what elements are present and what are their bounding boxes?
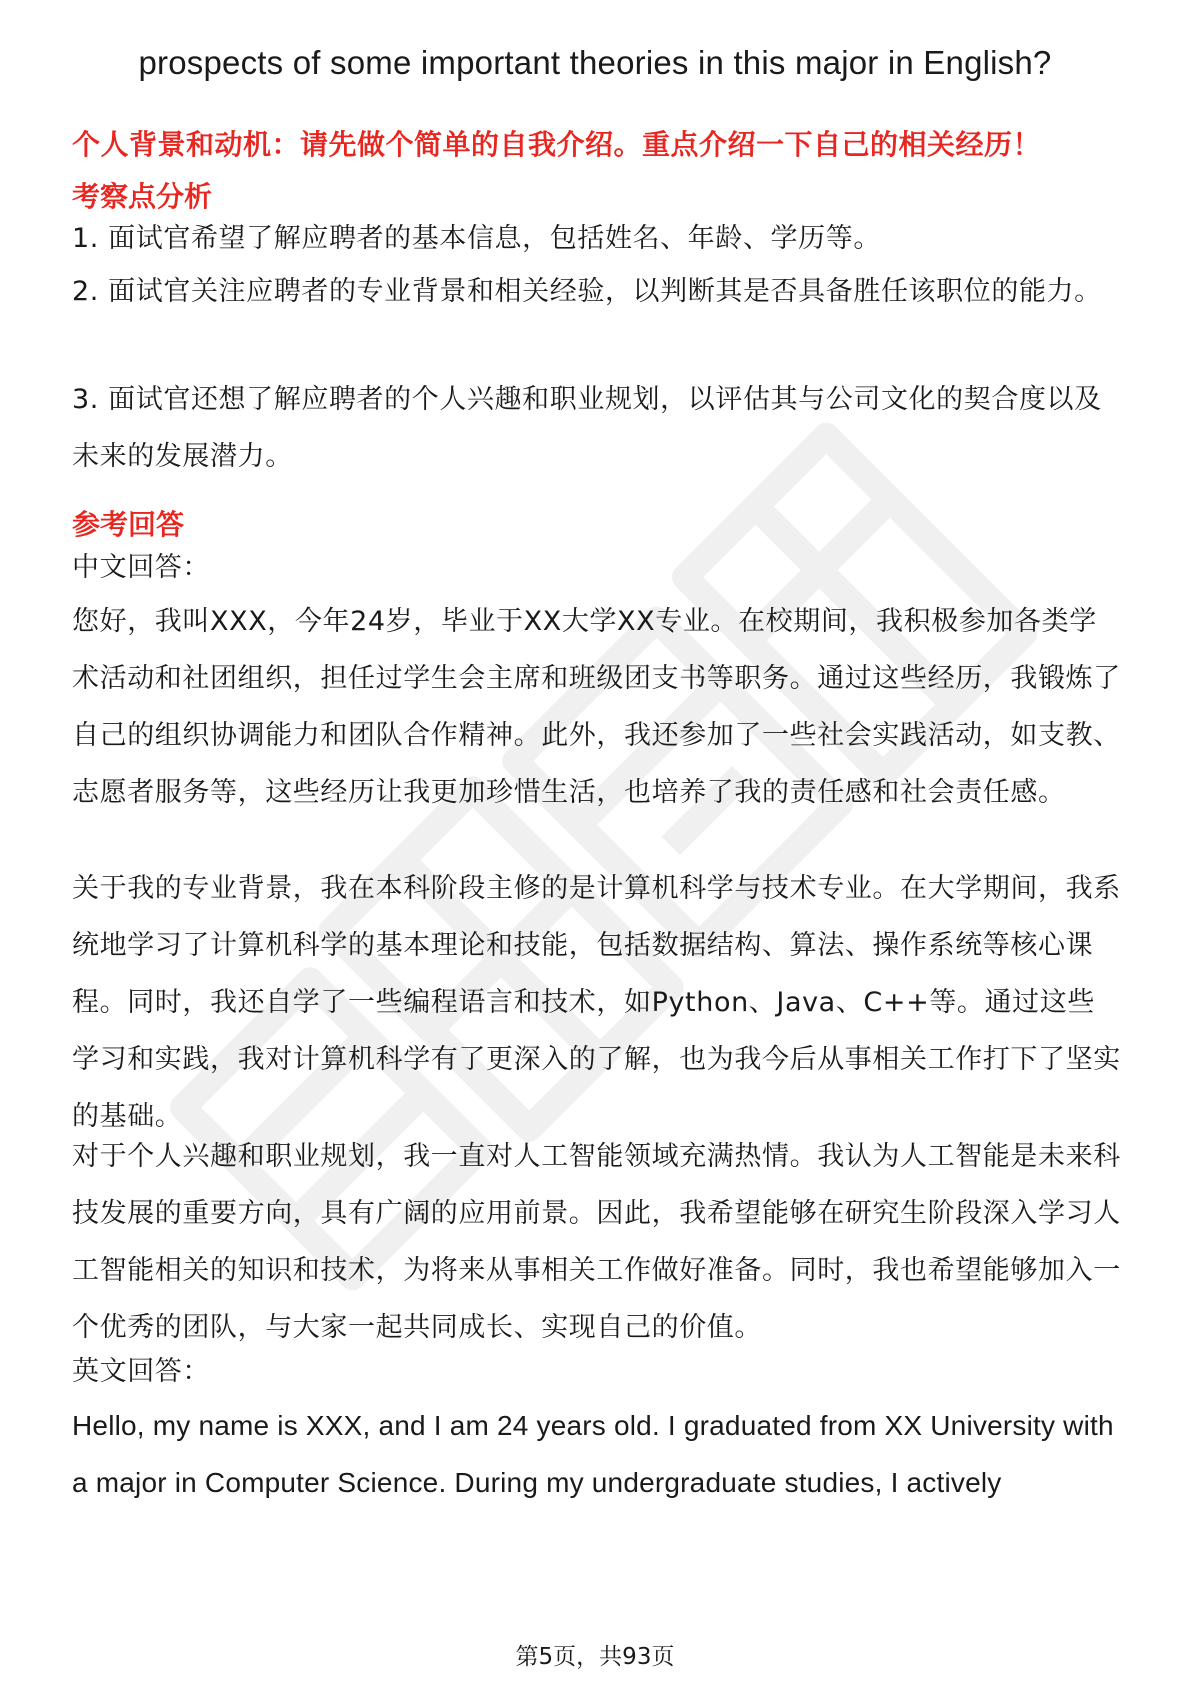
cn-answer-label: 中文回答： — [72, 552, 210, 583]
question-title: 个人背景和动机：请先做个简单的自我介绍。重点介绍一下自己的相关经历！ — [72, 128, 1042, 161]
reference-heading: 参考回答 — [72, 508, 185, 541]
analysis-item-3: 3. 面试官还想了解应聘者的个人兴趣和职业规划，以评估其与公司文化的契合度以及未来的发展潜力。 — [72, 384, 1102, 472]
analysis-item-2: 2. 面试官关注应聘者的专业背景和相关经验，以判断其是否具备胜任该职位的能力。 — [72, 276, 1102, 307]
cn-answer-paragraph-1: 您好，我叫XXX，今年24岁，毕业于XX大学XX专业。在校期间，我积极参加各类学术活动和社团组织，担任过学生会主席和班级团支书等职务。通过这些经历，我锻炼了自己的组织协调能力和团队合作精神。此外，我还参加了一些社会实践活动，如支教、志愿者服务等，这些经历让我更加珍惜生活，也培养了我的责任感和社会责任感。 — [72, 606, 1121, 808]
en-answer-label: 英文回答： — [72, 1356, 210, 1387]
analysis-item-1: 1. 面试官希望了解应聘者的基本信息，包括姓名、年龄、学历等。 — [72, 223, 881, 254]
analysis-heading: 考察点分析 — [72, 180, 213, 213]
previous-question-tail: prospects of some important theories in this major in English? — [138, 44, 1052, 81]
page-number: 第5页，共93页 — [515, 1644, 675, 1670]
cn-answer-paragraph-2: 关于我的专业背景，我在本科阶段主修的是计算机科学与技术专业。在大学期间，我系统地学习了计算机科学的基本理论和技能，包括数据结构、算法、操作系统等核心课程。同时，我还自学了一些编程语言和技术，如Python、Java、C++等。通过这些学习和实践，我对计算机科学有了更深入的了解，也为我今后从事相关工作打下了坚实的基础。 — [72, 873, 1121, 1132]
cn-answer-paragraph-3: 对于个人兴趣和职业规划，我一直对人工智能领域充满热情。我认为人工智能是未来科技发展的重要方向，具有广阔的应用前景。因此，我希望能够在研究生阶段深入学习人工智能相关的知识和技术，为将来从事相关工作做好准备。同时，我也希望能够加入一个优秀的团队，与大家一起共同成长、实现自己的价值。 — [72, 1141, 1121, 1343]
en-answer-text: Hello, my name is XXX, and I am 24 years old. I graduated from XX University with a major in Computer Science. During my undergraduate studies, I actively — [72, 1410, 1114, 1498]
